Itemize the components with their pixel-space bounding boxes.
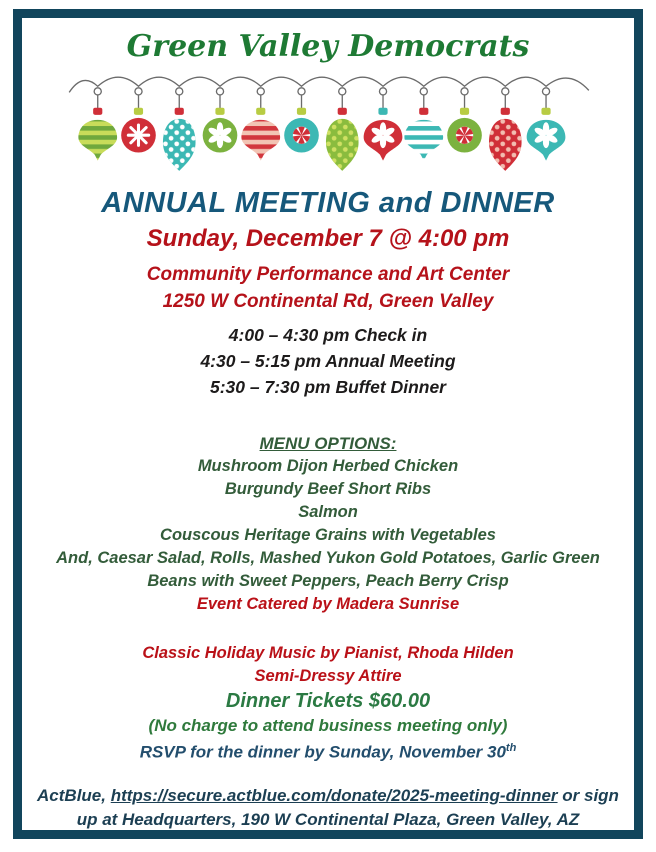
menu-options-heading: MENU OPTIONS: [259, 434, 397, 453]
signup-suffix: or sign up at Headquarters, 190 W Continental Plaza, Green Valley, AZ [76, 785, 619, 829]
christmas-ornaments-garland [22, 70, 634, 183]
signup-instructions [28, 784, 628, 832]
event-heading: ANNUAL MEETING and DINNER [101, 187, 555, 219]
music-info: Classic Holiday Music by Pianist, Rhoda Hilden [142, 644, 514, 662]
venue-address: 1250 W Continental Rd, Green Valley [162, 291, 494, 312]
no-charge-note: (No charge to attend business meeting only) [148, 716, 508, 735]
actblue-donate-link[interactable]: https://secure.actblue.com/donate/2025-meeting-dinner [110, 785, 558, 805]
signup-prefix: ActBlue, [37, 785, 111, 805]
schedule-item-dinner: 5:30 – 7:30 pm Buffet Dinner [210, 377, 446, 397]
menu-item-chicken: Mushroom Dijon Herbed Chicken [197, 457, 459, 475]
venue-name: Community Performance and Art Center [146, 264, 510, 285]
rsvp-text: RSVP for the dinner by Sunday, November 30 [139, 742, 506, 762]
schedule-item-checkin: 4:00 – 4:30 pm Check in [228, 325, 428, 345]
organization-title: Green Valley Democrats [126, 29, 530, 64]
menu-item-ribs: Burgundy Beef Short Ribs [224, 480, 432, 498]
menu-item-salmon: Salmon [298, 503, 358, 521]
rsvp-superscript: th [505, 742, 517, 754]
rsvp-deadline [22, 737, 634, 764]
flyer-border-frame [13, 9, 643, 839]
catering-credit: Event Catered by Madera Sunrise [196, 595, 460, 613]
menu-item-sides: And, Caesar Salad, Rolls, Mashed Yukon Gold Potatoes, Garlic Green Beans with Sweet Peppers, Peach Berry Crisp [56, 549, 600, 590]
menu-item-couscous: Couscous Heritage Grains with Vegetables [160, 526, 496, 544]
event-datetime: Sunday, December 7 @ 4:00 pm [146, 225, 510, 252]
ornament-string-icon [63, 70, 593, 178]
event-schedule [22, 322, 634, 400]
schedule-item-meeting: 4:30 – 5:15 pm Annual Meeting [200, 351, 456, 371]
ticket-price: Dinner Tickets $60.00 [225, 690, 431, 712]
attire-info: Semi-Dressy Attire [254, 667, 402, 685]
